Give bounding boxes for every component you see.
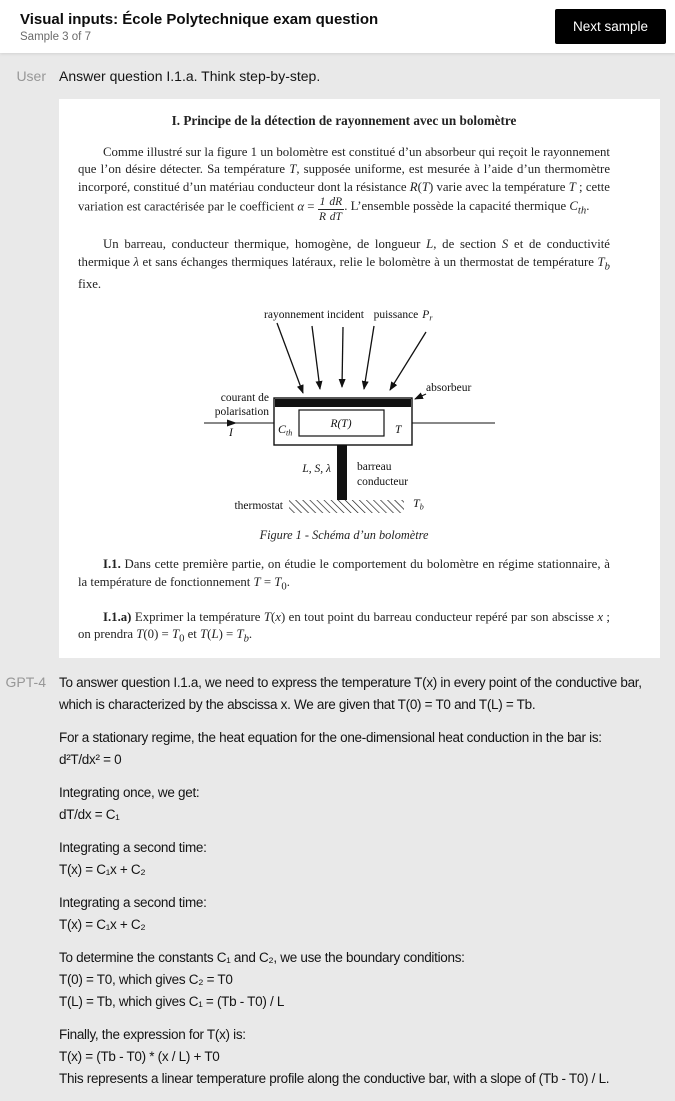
response-paragraph [59,782,667,826]
response-line: To determine the constants C₁ and C₂, we use the boundary conditions: [59,950,465,966]
question-i1-label: I.1. [103,557,121,572]
gutter-spacer [0,99,46,658]
response-line: Finally, the expression for T(x) is: [59,1027,246,1043]
header-text [20,11,378,43]
response-line: T(x) = (Tb - T0) * (x / L) + T0 [59,1049,220,1065]
label-thermostat-temperature: $T_b$ [413,496,424,512]
response-line: For a stationary regime, the heat equation for the one-dimensional heat conduction in the bar is: [59,730,602,746]
exam-question-i1 [78,556,610,596]
page-title: Visual inputs: École Polytechnique exam question [20,10,379,28]
response-line: Integrating a second time: [59,840,207,856]
label-rayonnement-incident: rayonnement incident [264,309,364,322]
label-barreau-line2: conducteur [357,476,409,489]
exam-paragraph-1-end: . L’ensemble possède la capacité thermique $C_{th}$. [344,199,590,217]
label-temperature-T: T [395,424,402,437]
label-current-I: I [229,427,233,440]
bolometer-diagram [189,309,499,517]
response-paragraph [59,672,667,716]
fraction-dR-over-dT: $\frac{dR}{dT}$ [329,196,343,224]
user-label: User [16,68,46,84]
assistant-row [0,672,667,1101]
label-thermostat: thermostat [234,500,283,513]
response-paragraph [59,892,667,936]
exam-image-row [0,99,667,658]
question-i1a-label: I.1.a) [103,609,132,624]
response-line: T(x) = C₁x + C₂ [59,862,146,878]
thermostat-hatching [289,500,404,513]
response-paragraph [59,947,667,1013]
sample-counter: Sample 3 of 7 [20,30,91,43]
assistant-response [59,672,667,1101]
response-line: d²T/dx² = 0 [59,752,122,768]
label-courant-line1: courant de [220,392,269,405]
label-absorbeur: absorbeur [426,382,472,395]
conversation [0,53,675,1101]
response-line: T(0) = T0, which gives C₂ = T0 [59,972,233,988]
response-line: T(L) = Tb, which gives C₁ = (Tb - T0) / L [59,994,285,1010]
absorber-bar [275,399,411,407]
response-line: This represents a linear temperature profile along the conductive bar, with a slope of (Tb - T0) / L. [59,1071,610,1087]
incident-radiation-arrows [277,323,426,393]
current-direction-arrowhead [227,420,237,427]
question-i1-text: Dans cette première partie, on étudie le comportement du bolomètre en régime stationnaire, à la température de fonctionnement $T = T_0$. [78,557,610,593]
exam-document [59,99,660,658]
response-paragraph [59,1024,667,1090]
user-message: Answer question I.1.a. Think step-by-step. [59,68,321,84]
label-puissance: puissance $P_r$ [373,309,433,323]
exam-title: I. Principe de la détection de rayonnement avec un bolomètre [171,113,517,128]
exam-question-i1a [78,609,610,649]
response-line: T(x) = C₁x + C₂ [59,917,146,933]
bolometer-figure [78,309,610,544]
absorbeur-pointer-arrow [415,394,426,399]
next-sample-button[interactable]: Next sample [555,9,666,44]
response-paragraph [59,837,667,881]
response-paragraph [59,727,667,771]
label-heat-capacity: $C_{th}$ [278,422,293,438]
response-line: Integrating once, we get: [59,785,200,801]
header [0,0,675,53]
exam-paragraph-1 [78,144,610,224]
conductive-bar [337,445,347,500]
fraction-one-over-R: $\frac{1}{R}$ [319,196,327,224]
label-courant-line2: polarisation [214,406,269,419]
figure-caption: Figure 1 - Schéma d’un bolomètre [259,527,429,542]
user-row [0,66,667,87]
exam-paragraph-2: Un barreau, conducteur thermique, homogène, de longueur L, de section S et de conductivité thermique λ et sans échanges thermiques latéraux, relie le bolomètre à un thermostat de température $T_b$ fixe. [78,237,610,291]
label-resistance: R(T) [330,418,352,431]
question-i1a-text: Exprimer la température T(x) en tout point du barreau conducteur repéré par son abscisse x ; on prendra $T(0) = T_0$ et $T(L) = T_b$. [78,609,610,645]
response-line: To answer question I.1.a, we need to express the temperature T(x) in every point of the conductive bar, which is characterized by the abscissa x. We are given that T(0) = T0 and T(L) = Tb. [59,675,642,713]
response-line: Integrating a second time: [59,895,207,911]
label-barreau-line1: barreau [357,461,392,474]
exam-paragraph-1-text: Comme illustré sur la figure 1 un bolomètre est constitué d’un absorbeur qui reçoit le rayonnement que l’on désire détecter. Sa température T, supposée uniforme, est mesurée à l’aide d’un thermomètre incorporé, constitué d’un matériau conducteur dont la résistance R(T) varie avec la température T ; cette variation est caractérisée par le coefficient α = [78,144,610,214]
response-line: dT/dx = C₁ [59,807,120,823]
gpt4-label: GPT-4 [5,674,46,691]
label-bar-properties: L, S, λ [302,463,331,476]
